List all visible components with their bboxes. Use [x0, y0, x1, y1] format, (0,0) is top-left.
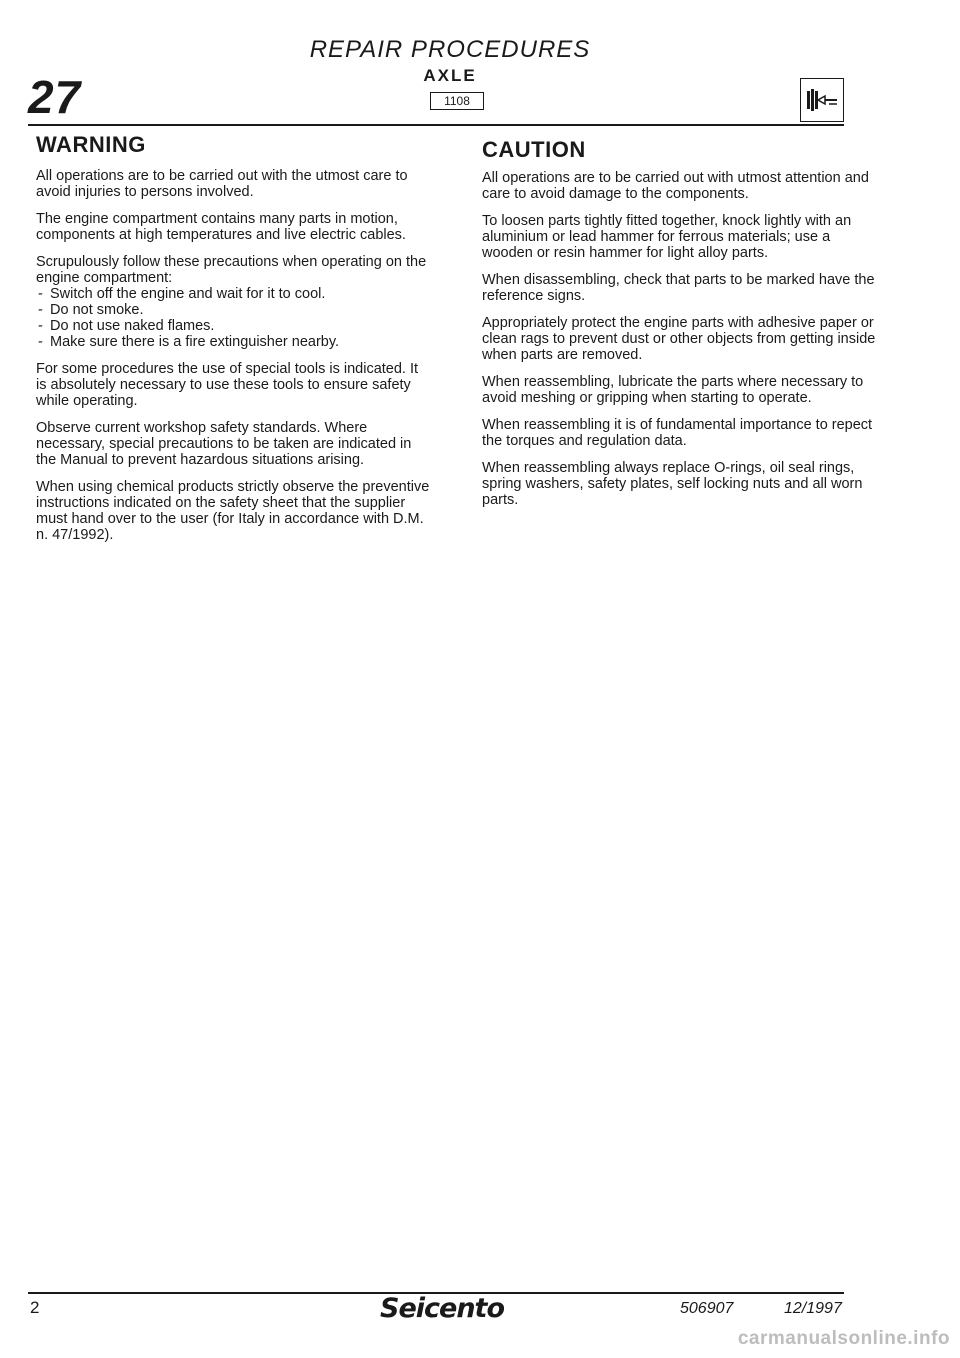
header-divider — [28, 124, 844, 126]
caution-heading: CAUTION — [482, 137, 586, 162]
axle-icon-graphic — [801, 79, 843, 121]
section-code-badge: 1108 — [430, 92, 484, 110]
warning-paragraph-6: When using chemical products strictly observe the preventive instructions indicated on the safety sheet that the supplier must hand over to the user (for Italy in accordance with D.M. n. 47/1992). — [36, 479, 430, 543]
list-item: - Make sure there is a fire extinguisher nearby. — [36, 334, 431, 350]
precautions-list — [36, 286, 431, 350]
section-number: 27 — [28, 71, 82, 123]
warning-paragraph-5: Observe current workshop safety standards. Where necessary, special precautions to be taken are indicated in the Manual to prevent hazardous situations arising. — [36, 420, 412, 468]
warning-paragraph-3: Scrupulously follow these precautions when operating on the engine compartment: — [36, 254, 427, 286]
caution-paragraph-1: All operations are to be carried out with utmost attention and care to avoid damage to the components. — [482, 170, 869, 202]
watermark: carmanualsonline.info — [737, 1328, 950, 1349]
caution-paragraph-5: When reassembling, lubricate the parts where necessary to avoid meshing or gripping when starting to operate. — [482, 374, 864, 406]
caution-paragraph-4: Appropriately protect the engine parts with adhesive paper or clean rags to prevent dust or other objects from getting inside when parts are removed. — [482, 315, 876, 363]
caution-paragraph-2: To loosen parts tightly fitted together, knock lightly with an aluminium or lead hammer for ferrous materials; use a wooden or resin hammer for light alloy parts. — [482, 213, 852, 261]
page-number: 2 — [30, 1298, 40, 1317]
axle-icon — [800, 78, 844, 122]
warning-heading: WARNING — [36, 132, 146, 157]
list-item: - Switch off the engine and wait for it to cool. — [36, 286, 431, 302]
brand-logo: Seicento — [380, 1293, 505, 1324]
caution-paragraph-3: When disassembling, check that parts to be marked have the reference signs. — [482, 272, 875, 304]
document-code: 506907 — [680, 1300, 734, 1317]
warning-paragraph-4: For some procedures the use of special tools is indicated. It is absolutely necessary to use these tools to ensure safety while operating. — [36, 361, 419, 409]
list-item: - Do not use naked flames. — [36, 318, 431, 334]
caution-section — [482, 170, 877, 519]
document-date: 12/1997 — [784, 1300, 842, 1317]
list-item: - Do not smoke. — [36, 302, 431, 318]
page-subtitle: AXLE — [423, 66, 477, 85]
caution-paragraph-6: When reassembling it is of fundamental importance to repect the torques and regulation data. — [482, 417, 873, 449]
page-title: REPAIR PROCEDURES — [309, 36, 591, 63]
caution-paragraph-7: When reassembling always replace O-rings, oil seal rings, spring washers, safety plates, self locking nuts and all worn parts. — [482, 460, 863, 508]
warning-paragraph-1: All operations are to be carried out with the utmost care to avoid injuries to persons involved. — [36, 168, 408, 200]
warning-section — [36, 168, 431, 554]
warning-paragraph-2: The engine compartment contains many parts in motion, components at high temperatures and live electric cables. — [36, 211, 406, 243]
